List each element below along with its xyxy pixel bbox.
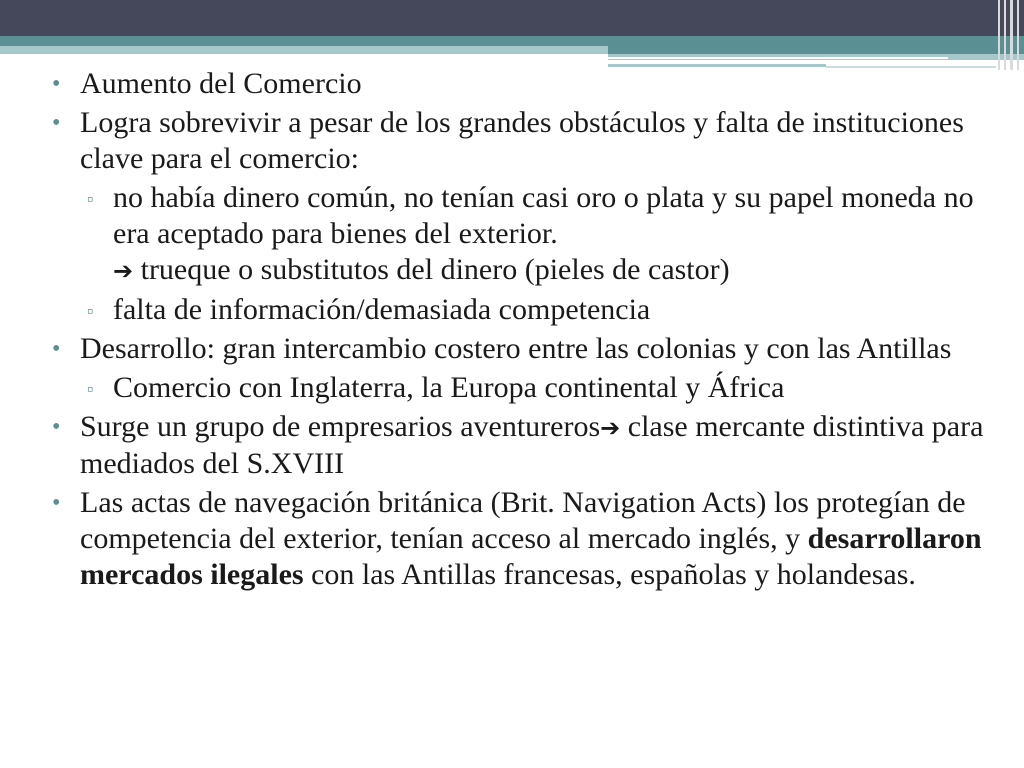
arrow-icon: ➔ bbox=[600, 414, 621, 442]
list-item-text: Desarrollo: gran intercambio costero entre las colonias y con las Antillas bbox=[80, 332, 952, 365]
sub-bullet-icon: ▫ bbox=[87, 189, 94, 209]
sub-list-item-text: trueque o substitutos del dinero (pieles de castor) bbox=[140, 253, 730, 286]
list-item-text: clase mercante distintiva para mediados del S.XVIII bbox=[80, 410, 984, 480]
sub-list-item bbox=[87, 292, 992, 328]
header-band-step bbox=[608, 46, 1024, 54]
header-band-dark bbox=[0, 0, 1024, 36]
bullet-icon: • bbox=[52, 490, 61, 516]
header-vertical-bars bbox=[994, 0, 1024, 70]
list-item bbox=[52, 485, 992, 593]
header-band-teal bbox=[0, 36, 1024, 46]
list-item-text: Surge un grupo de empresarios aventureros bbox=[80, 410, 601, 443]
bullet-icon: • bbox=[52, 71, 61, 97]
arrow-icon: ➔ bbox=[113, 257, 134, 285]
list-item-text: Aumento del Comercio bbox=[80, 67, 362, 100]
bullet-icon: • bbox=[52, 336, 61, 362]
sub-list-item bbox=[87, 370, 992, 406]
list-item bbox=[52, 66, 992, 102]
bullet-icon: • bbox=[52, 110, 61, 136]
bullet-icon: • bbox=[52, 414, 61, 440]
sub-list-item-text: no había dinero común, no tenían casi oro o plata y su papel moneda no era aceptado para bienes del exterior. bbox=[113, 181, 974, 250]
list-item-text: Logra sobrevivir a pesar de los grandes obstáculos y falta de instituciones clave para el comercio: bbox=[80, 106, 964, 175]
list-item bbox=[52, 105, 992, 177]
bullet-list bbox=[52, 66, 992, 596]
sub-bullet-icon: ▫ bbox=[87, 301, 94, 321]
header-line bbox=[608, 57, 948, 59]
list-item-text: con las Antillas francesas, españolas y holandesas. bbox=[303, 558, 916, 591]
sub-list-item-text: falta de información/demasiada competencia bbox=[113, 293, 651, 326]
sub-list-item bbox=[87, 180, 992, 289]
list-item bbox=[52, 409, 992, 482]
sub-bullet-icon: ▫ bbox=[87, 379, 94, 399]
list-item-text: Las actas de navegación británica (Brit. Navigation Acts) los protegían de competencia del exterior, tenían acceso al mercado inglés, y bbox=[80, 486, 966, 555]
list-item bbox=[52, 331, 992, 367]
sub-list-item-text: Comercio con Inglaterra, la Europa continental y África bbox=[113, 371, 785, 404]
emphasis-text: desarrollaron mercados ilegales bbox=[80, 522, 982, 591]
